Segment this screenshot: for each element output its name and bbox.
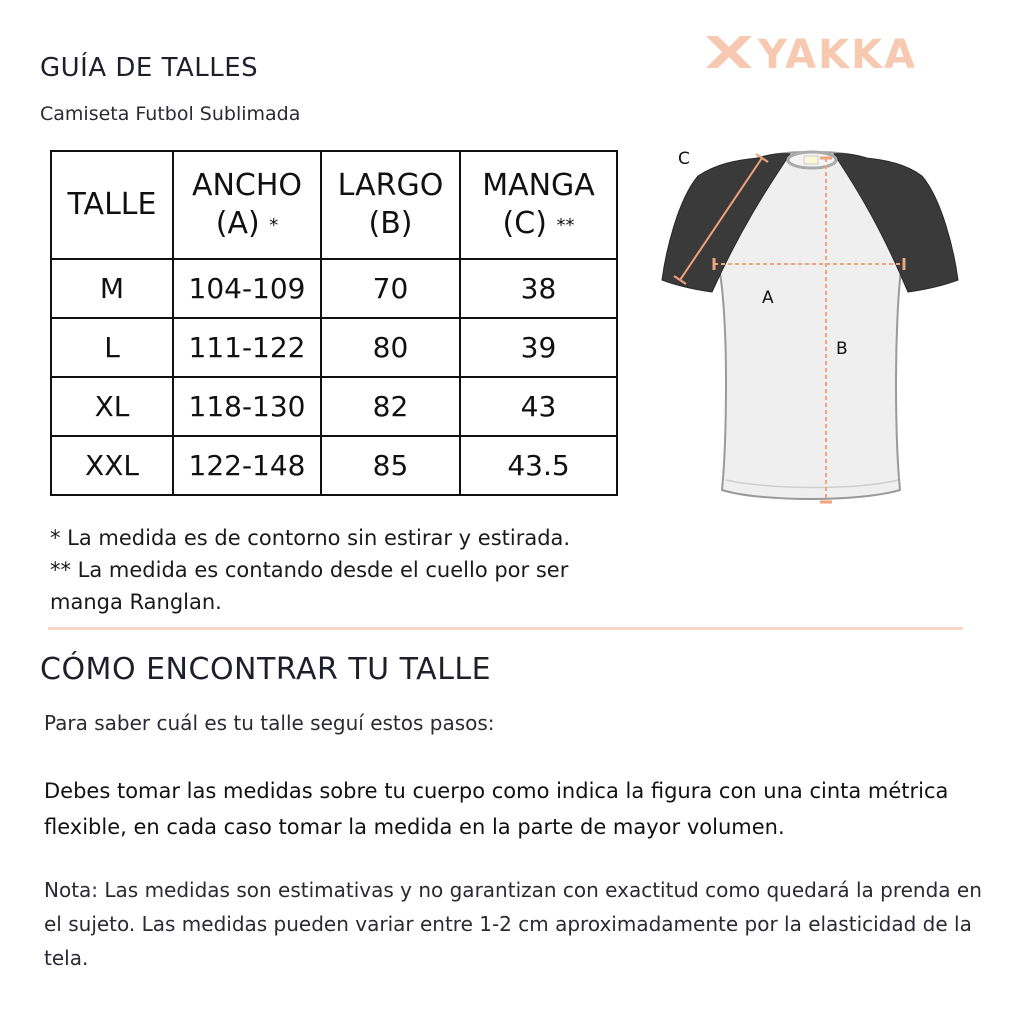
note-manga-line2: manga Ranglan. xyxy=(50,590,222,614)
cell-ancho: 122-148 xyxy=(173,436,321,495)
header-largo: LARGO (B) xyxy=(321,151,460,259)
cell-manga: 38 xyxy=(460,259,617,318)
cell-talle: M xyxy=(51,259,173,318)
header-talle: TALLE xyxy=(51,151,173,259)
cell-talle: XL xyxy=(51,377,173,436)
logo-x-mark xyxy=(706,36,752,68)
cell-talle: XXL xyxy=(51,436,173,495)
section-title: CÓMO ENCONTRAR TU TALLE xyxy=(40,652,492,687)
how-to-instructions: Debes tomar las medidas sobre tu cuerpo como indica la figura con una cinta métrica flexible, en cada caso tomar la medida en la parte de mayor volumen. xyxy=(44,779,949,839)
table-notes xyxy=(50,522,670,618)
brand-name: YAKKA xyxy=(758,32,918,72)
shirt-measurement-diagram xyxy=(650,140,970,520)
cell-ancho: 111-122 xyxy=(173,318,321,377)
cell-manga: 39 xyxy=(460,318,617,377)
note-manga-line1: ** La medida es contando desde el cuello por ser xyxy=(50,558,569,582)
collar-tag xyxy=(804,156,818,164)
page-title: GUÍA DE TALLES xyxy=(40,53,259,83)
table-row xyxy=(51,259,617,318)
note-ancho: * La medida es de contorno sin estirar y estirada. xyxy=(50,526,571,550)
label-a: A xyxy=(762,288,774,308)
cell-largo: 82 xyxy=(321,377,460,436)
label-c: C xyxy=(678,149,690,169)
cell-largo: 85 xyxy=(321,436,460,495)
size-table xyxy=(50,150,618,496)
cell-largo: 70 xyxy=(321,259,460,318)
table-row xyxy=(51,377,617,436)
table-row xyxy=(51,436,617,495)
disclaimer-note: Nota: Las medidas son estimativas y no garantizan con exactitud como quedará la prenda en el sujeto. Las medidas pueden variar entre 1-2 cm aproximadamente por la elasticidad de la tela. xyxy=(44,878,982,970)
how-to-intro: Para saber cuál es tu talle seguí estos pasos: xyxy=(44,711,495,735)
section-divider xyxy=(48,627,963,630)
cell-manga: 43.5 xyxy=(460,436,617,495)
cell-ancho: 118-130 xyxy=(173,377,321,436)
header-manga: MANGA (C) ** xyxy=(460,151,617,259)
label-b: B xyxy=(836,339,848,359)
brand-logo xyxy=(706,32,958,72)
cell-talle: L xyxy=(51,318,173,377)
cell-manga: 43 xyxy=(460,377,617,436)
table-row xyxy=(51,318,617,377)
header-ancho: ANCHO (A) * xyxy=(173,151,321,259)
page-subtitle: Camiseta Futbol Sublimada xyxy=(40,103,301,125)
cell-ancho: 104-109 xyxy=(173,259,321,318)
cell-largo: 80 xyxy=(321,318,460,377)
table-header-row xyxy=(51,151,617,259)
